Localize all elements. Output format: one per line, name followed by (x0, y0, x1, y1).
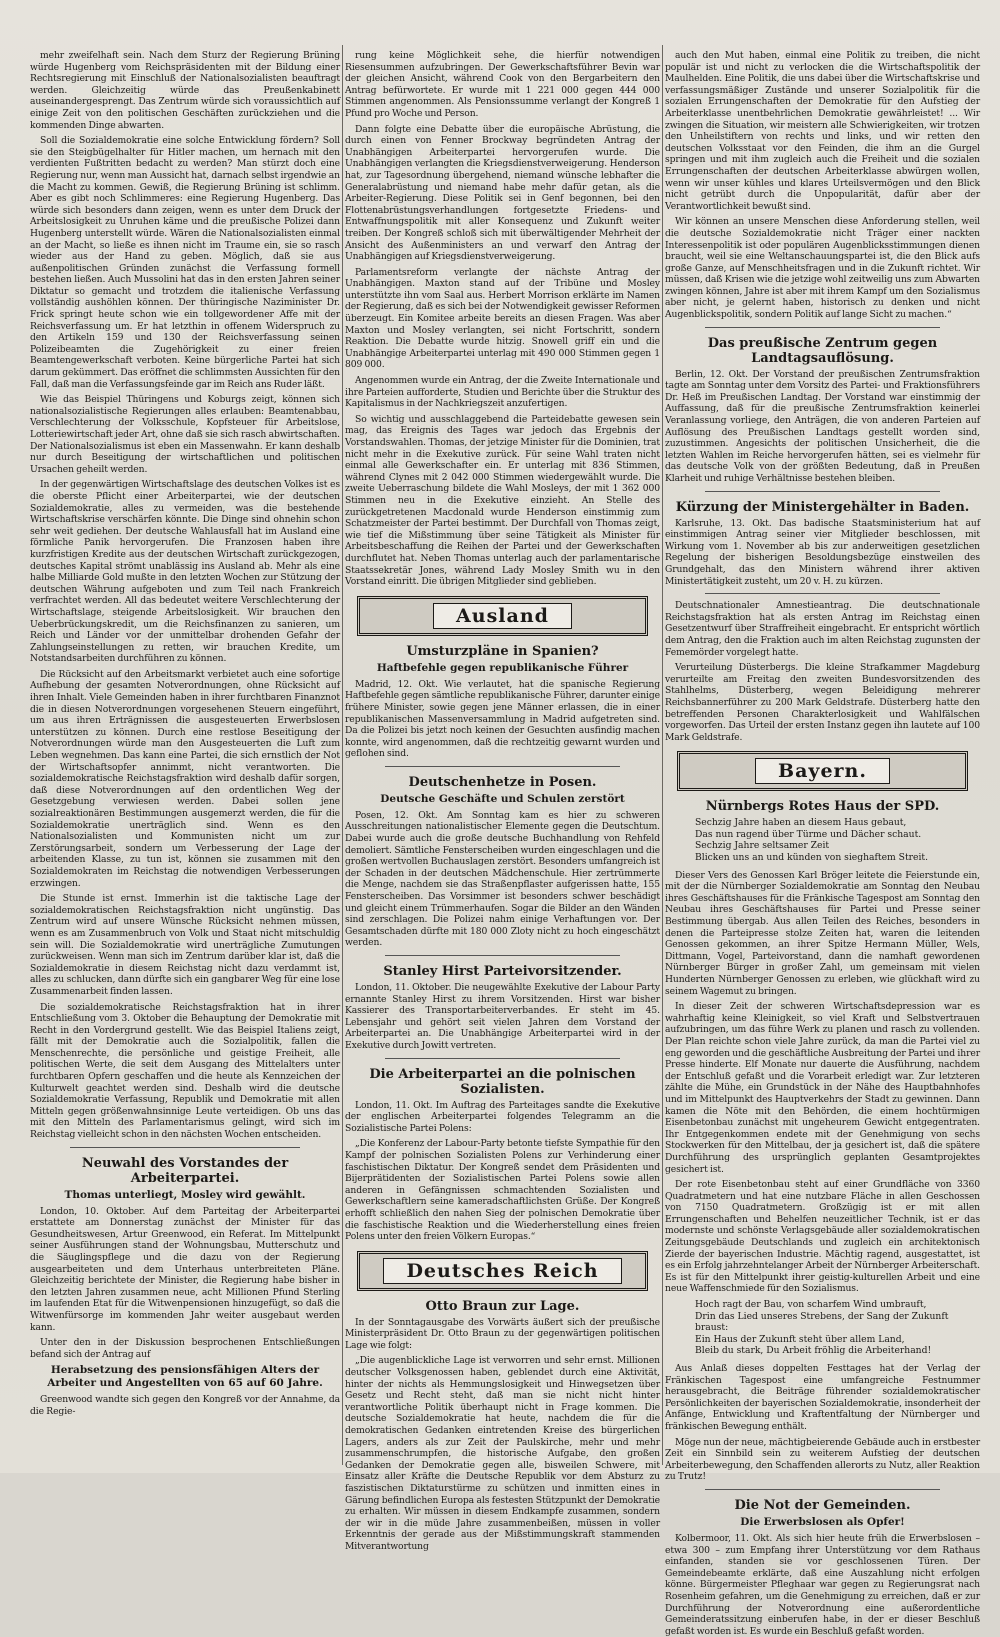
paragraph: mehr zweifelhaft sein. Nach dem Sturz der Regierung Brüning würde Hugenberg vom Reichspräsidenten mit der Bildung einer Rechtsregierung mit Einschluß der Nationalsozialisten beauftragt werden. Gleichzeitig würde das Preußenkabinett auseinandergesprengt. Das Zentrum würde sich voraussichtlich auf einige Zeit von den politischen Geschäften zurückziehen und die kommenden Dinge abwarten. (30, 50, 340, 131)
article-subheadline: Die Erwerbslosen als Opfer! (740, 1515, 905, 1528)
resolution-heading: Herabsetzung des pensionsfähigen Alters der Arbeiter und Angestellten von 65 auf 60 Jahre. (47, 1364, 323, 1390)
paragraph: Aus Anlaß dieses doppelten Festtages hat der Verlag der Fränkischen Tagespost eine umfangreiche Festnummer herausgebracht, die Beiträge führender sozialdemokratischer Persönlichkeiten der bayerischen Sozialdemokratie, insonderheit der Anfänge, Entwicklung und Kraftentfaltung der Nürnberger und fränkischen Bewegung enthält. (665, 1363, 980, 1432)
divider (705, 1489, 940, 1490)
article-headline: Die Not der Gemeinden. (734, 1497, 911, 1513)
verse-line: Sechzig Jahre haben an diesem Haus gebaut, (695, 817, 907, 829)
paragraph: Dann folgte eine Debatte über die europäische Abrüstung, die durch einen von Fenner Brockway begründeten Antrag der Unabhängigen Arbeiterpartei hervorgerufen wurde. Die Unabhängigen verlangten die Kriegsdienstverweigerung. Henderson hat, zur Tagesordnung übergehend, niemand wünsche lebhafter die Generalabrüstung und niemand habe mehr dafür getan, als die Arbeiter-Regierung. Diese Politik sei in Genf begonnen, bei den Flottenabrüstungsverhandlungen fortgesetzte Friedens- und Entwaffnungspolitik mit aller Konsequenz und Zukunft weiter treiben. Der Kongreß schloß sich mit überwältigender Mehrheit der Ansicht des Außenministers an und verwarf den Antrag der Unabhängigen auf Kriegsdienstverweigerung. (345, 123, 660, 263)
paragraph: Soll die Sozialdemokratie eine solche Entwicklung fördern? Soll sie den Steigbügelhalter für Hitler machen, um hernach mit den verdienten Fußtritten bedacht zu werden? Man stürzt doch eine Regierung nur, wenn man Aussicht hat, darnach selbst irgendwie an die Macht zu kommen. Gewiß, die Regierung Brüning ist schlimm. Aber es gibt noch Schlimmeres: eine Regierung Hugenberg. Das würde sich besonders dann zeigen, wenn es unter dem Druck der Arbeitslosigkeit zu Unruhen käme und die preußische Polizei dann Hugenberg unterstellt würde. Wären die Nationalsozialisten einmal an der Macht, so ließe es ihnen nicht im Traume ein, sie so rasch wieder aus der Hand zu geben. Möglich, daß sie aus außenpolitischen Gründen zunächst die Verfassung formell bestehen ließen. Auch Mussolini hat das in den ersten Jahren seiner Diktatur so gemacht und trotzdem die italienische Verfassung vollständig aushöhlen können. Der thüringische Naziminister Dr. Frick springt heute schon wie ein tollgewordener Affe mit der Reichsverfassung um. Er hat letzthin in offenem Widerspruch zu den Artikeln 159 und 130 der Reichsverfassung seinen Polizeibeamten die Zugehörigkeit zu einer freien Beamtengewerkschaft verboten. Keine bürgerliche Partei hat sich darum gekümmert. Das eröffnet die schlimmsten Aussichten für den Fall, daß man die Verfassungsfeinde gar im Reich ans Ruder läßt. (30, 135, 340, 390)
paragraph: Dieser Vers des Genossen Karl Bröger leitete die Feierstunde ein, mit der die Nürnberger Sozialdemokratie am Sonntag den Neubau ihres Geschäftshauses für die Fränkische Tagespost am Sonntag den Neubau ihres Geschäftshauses für Partei und Presse seiner Bestimmung übergab. Aus allen Teilen des Reiches, besonders in denen die Parteipresse stolze Zeiten hat, waren die leitenden Genossen gekommen, an ihrer Spitze Hermann Müller, Wels, Dittmann, Vogel, Parteivorstand, dann die namhaft gewordenen Nürnberger Bürger in großer Zahl, um gemeinsam mit vielen Hunderten Nürnberger Genossen zu erleben, wie glückhaft wird zu seinem Wagemut zu bringen. (665, 869, 980, 997)
divider (705, 593, 940, 594)
paragraph: Die Stunde ist ernst. Immerhin ist die taktische Lage der sozialdemokratischen Reichstagsfraktion nicht ungünstig. Das Zentrum wird auf unsere Wünsche Rücksicht nehmen müssen, wenn es am Zusammenbruch von Volk und Staat nicht mitschuldig sein will. Die Sozialdemokratie wird unerträgliche Zumutungen zurückweisen. Wenn man sich im Zentrum darüber klar ist, daß die Sozialdemokratie in diesem Reichstag nicht dazu verdammt ist, alles zu schlucken, dann dürfte sich ein gangbarer Weg für eine lose Zusammenarbeit finden lassen. (30, 893, 340, 997)
paragraph: Wie das Beispiel Thüringens und Koburgs zeigt, können sich nationalsozialistische Regierungen alles erlauben: Beamtenabbau, Verschlechterung der Volksschule, Kopfsteuer für Arbeitslose, Lotteriewirtschaft jeder Art, ohne daß sie sich rasch abwirtschaften. Der Nationalsozialismus ist eben ein Massenwahn. Er kann deshalb nur durch Beseitigung der wirtschaftlichen und politischen Ursachen geheilt werden. (30, 394, 340, 475)
verse (695, 1299, 980, 1357)
article-subheadline: Thomas unterliegt, Mosley wird gewählt. (64, 1188, 306, 1201)
verse-line: Bleib du stark, Du Arbeit fröhlig die Arbeiterhand! (695, 1345, 932, 1357)
paragraph: Posen, 12. Okt. Am Sonntag kam es hier zu schweren Ausschreitungen nationalistischer Elemente gegen die Deutschtum. Dabei wurde auch die große deutsche Buchhandlung von Rehfeld demoliert. Sämtliche Fensterscheiben wurden eingeschlagen und die großen wertvollen Buchauslagen zerstört. Besonders umfangreich ist der Schaden in der deutschen Mädchenschule. Hier zertrümmerte die Menge, nachdem sie das Straßenpflaster aufgerissen hatte, 155 Fensterscheiben. Das Vorsimmer ist besonders schwer beschädigt und gleicht einem Trümmerhaufen. Sogar die Bilder an den Wänden sind zerschlagen. Die Polizei nahm einige Verhaftungen vor. Der Gesamtschaden dürfte mit 180 000 Zloty nicht zu hoch eingeschätzt werden. (345, 809, 660, 949)
paragraph: „Die augenblickliche Lage ist verworren und sehr ernst. Millionen deutscher Volksgenossen haben, geblendet durch eine Aktivität, hinter der nichts als Hemmungslosigkeit und Hinwegsetzen über Gesetz und Recht steht, daß man sie nicht nicht hinter verantwortliche Politik überhaupt nicht in Frage kommen. Die deutsche Sozialdemokratie hat heute, nachdem die für die demokratischen Gedanken eintretenden Kreise des bürgerlichen Lagers, anders als zur Zeit der Paulskirche, mehr und mehr zusammenschrumpfen, die historische Aufgabe, den großen Gedanken der Demokratie gegen alle, bisweilen Schwere, mit Einsatz aller Kräfte die Deutsche Republik vor dem Absturz zu faszistischen Diktaturstürme zu schützen und inmitten eines in Gärung befindlichen Europa als festesten Stützpunkt der Demokratie zu erhalten. Wir müssen in diesem Endkampfe zusammen, sondern der wir in die müde Jahre zusammenbeißen, müssen in voller Erkenntnis der gerade aus der Mißstimmungskraft stammenden Mitverantwortung (345, 1355, 660, 1552)
paragraph: In der gegenwärtigen Wirtschaftslage des deutschen Volkes ist es die oberste Pflicht einer Arbeiterpartei, wie der deutschen Sozialdemokratie, alles zu vermeiden, was die bestehende Wirtschaftskrise verschärfen könnte. Die Dinge sind ohnehin schon sehr weit gediehen. Der deutsche Wahlausfall hat im Ausland eine förmliche Panik hervorgerufen. Die Franzosen haben ihre kurzfristigen Kredite aus der deutschen Wirtschaft zurückgezogen, deutsches Kapital strömt unablässig ins Ausland ab. Mehr als eine halbe Milliarde Gold mußte in den letzten Wochen zur Stützung der deutschen Währung aufgeboten und zum Teil nach Frankreich verfrachtet werden. All das bedeutet weitere Verschlechterung der Wirtschaftslage, steigende Arbeitslosigkeit. Wir brauchen den Ueberbrückungskredit, um die Reichsfinanzen zu sanieren, um Reich und Länder vor der unmittelbar drohenden Gefahr der Zahlungseinstellungen zu retten, wir brauchen Kredite, um Notstandsarbeiten durchführen zu können. (30, 479, 340, 665)
paragraph: rung keine Möglichkeit sehe, die hierfür notwendigen Riesensummen aufzubringen. Der Gewerkschaftsführer Bevin war der gleichen Ansicht, während Cook von den Bergarbeitern den Antrag befürwortete. Er wurde mit 1 221 000 gegen 444 000 Stimmen angenommen. Als Pensionssumme verlangt der Kongreß 1 Pfund pro Woche und Person. (345, 50, 660, 119)
article-headline: Die Arbeiterpartei an die polnischen Sozialisten. (369, 1066, 636, 1097)
paragraph: Deutschnationaler Amnestieantrag. Die deutschnationale Reichstagsfraktion hat als ersten Antrag im Reichstag einen Gesetzentwurf über Straffreiheit eingebracht. Er entspricht wörtlich dem Antrag, den die Fraktion auch im alten Reichstag zugunsten der Fememörder vorgelegt hatte. (665, 600, 980, 658)
paragraph: Kolbermoor, 11. Okt. Als sich hier heute früh die Erwerbslosen – etwa 300 – zum Empfang ihrer Unterstützung vor dem Rathaus einfanden, standen sie vor geschlossenen Türen. Der Gemeindebeamte erklärte, daß eine Auszahlung nicht erfolgen könne. Bürgermeister Pfleghaar war gegen zu Regierungsrat nach Rosenheim gefahren, um die Genehmigung zu erreichen, daß er zur Durchführung der Notverordnung eine außerordentliche Gemeinderatssitzung einberufen habe, in der er dieser Beschluß gefaßt worden ist. Es wurde ein Beschluß gefaßt worden. (665, 1532, 980, 1637)
article-headline: Stanley Hirst Parteivorsitzender. (383, 964, 622, 979)
article-headline: Umsturzpläne in Spanien? (406, 643, 599, 659)
verse-line: Hoch ragt der Bau, von scharfem Wind umbrauft, (695, 1299, 927, 1311)
article-headline: Neuwahl des Vorstandes der Arbeiterpartei. (81, 1155, 289, 1186)
divider (705, 491, 940, 492)
verse-line: Drin das Lied unseres Strebens, der Sang der Zukunft braust: (695, 1310, 949, 1334)
divider (385, 766, 620, 767)
verse-line: Blicken uns an und künden von sieghaftem Streit. (695, 852, 929, 864)
divider (705, 327, 940, 328)
divider (385, 1058, 620, 1059)
paragraph: Wir können an unsere Menschen diese Anforderung stellen, weil die deutsche Sozialdemokratie nicht Träger einer nackten Interessenpolitik ist oder populären Augenblicksstimmungen dienen braucht, weil sie eine Weltanschauungspartei ist, die den Blick aufs große Ganze, auf Menschheitsfragen und in die Zukunft richtet. Wir müssen, daß Krisen wie die jetzige wohl zeitweilig uns zum Abwarten zwingen können, Jahre ist aber mit ihrem Kampf um den Sozialismus aber nicht, je gelernt haben, historisch zu denken und nicht Augenblickspolitik, sondern Politik auf lange Sicht zu machen.“ (665, 216, 980, 321)
article-subheadline: Deutsche Geschäfte und Schulen zerstört (380, 792, 625, 805)
divider (385, 955, 620, 956)
paragraph: London, 11. Okt. Im Auftrag des Parteitages sandte die Exekutive der englischen Arbeiterpartei folgendes Telegramm an die Sozialistische Partei Polens: (345, 1099, 660, 1134)
paragraph: Madrid, 12. Okt. Wie verlautet, hat die spanische Regierung Haftbefehle gegen sämtliche republikanische Führer, darunter einige frühere Minister, sowie gegen jene Männer erlassen, die in einer republikanischen Massenversammlung in Madrid aufgetreten sind. Da die Polizei bis jetzt noch keinen der Gesuchten ausfindig machen konnte, wird angenommen, daß die rechtzeitig gewarnt wurden und geflohen sind. (345, 678, 660, 760)
paragraph: Berlin, 12. Okt. Der Vorstand der preußischen Zentrumsfraktion tagte am Sonntag unter dem Vorsitz des Partei- und Fraktionsführers Dr. Heß im Preußischen Landtag. Der Vorstand war einstimmig der Auffassung, daß für die preußische Zentrumsfraktion keinerlei Veranlassung vorliege, den Anträgen, die von anderen Parteien auf Auflösung des Preußischen Landtags gestellt worden sind, zuzustimmen. Angesichts der politischen Unsicherheit, die die letzten Wahlen im Reiche hervorgerufen hätten, sei es vielmehr für das deutsche Volk von der größten Bedeutung, daß in Preußen Klarheit und ruhige Verhältnisse bestehen bleiben. (665, 368, 980, 484)
article-headline: Deutschenhetze in Posen. (408, 774, 597, 790)
paragraph: Unter den in der Diskussion besprochenen Entschließungen befand sich der Antrag auf (30, 1337, 340, 1360)
paragraph: Möge nun der neue, mächtigbeierende Gebäude auch in erstbester Zeit ein Sinnbild sein zu weiterem Aufstieg der deutschen Arbeiterbewegung, den Schaffenden allerorts zu Nutz, aller Reaktion zu Trutz! (665, 1436, 980, 1483)
verse-line: Das nun ragend über Türme und Dächer schaut. (695, 828, 922, 840)
section-banner-bayern (677, 751, 968, 791)
article-headline: Nürnbergs Rotes Haus der SPD. (705, 799, 940, 815)
paragraph: In dieser Zeit der schweren Wirtschaftsdepression war es wahrhaftig keine Kleinigkeit, so viel Kraft und Selbstvertrauen aufzubringen, um das führe Werk zu planen und rasch zu vollenden. Der Plan reichte schon viele Jahre zurück, da man die Partei viel zu eng geworden und die geschäftliche Ausbreitung der Partei und ihrer Presse hinderte. Elf Monate nur dauerte die Ausführung, nachdem der Entschluß gefaßt und die Vorarbeit erledigt war. Zur letzteren zählte die Mühe, ein Grundstück in der Nähe des Hauptbahnhofes und im Mittelpunkt des Hauptverkehrs der Stadt zu gewinnen. Dann kamen die Nöte mit den Behörden, die einem hochtürmigen Eisenbetonbau zunächst mit ungeheurem Gewicht entgegentraten. Ihr Entgegenkommen endete mit der Genehmigung von sechs Stockwerken für den Mittelbau, der ja gesichert ist, daß die spätere Durchführung des ursprünglich geplanten Gesamtprojektes gesichert ist. (665, 1001, 980, 1175)
paragraph: London, 10. Oktober. Auf dem Parteitag der Arbeiterpartei erstattete am Donnerstag zunächst der Minister für das Gesundheitswesen, Artur Greenwood, ein Referat. Im Mittelpunkt seiner Ausführungen stand der Wohnungsbau, Mutterschutz und die Säuglingspflege und die dazu von der Regierung ausgearbeiteten und dem Unterhaus unterbreiteten Pläne. Gleichzeitig berichtete der Minister, die Regierung habe bisher in den letzten Jahren zusammen neue, acht Millionen Pfund Sterling im laufenden Etat für die Witwenpensionen hinzugefügt, so daß die Witwenfürsorge im kommenden Jahr weiter ausgebaut werden kann. (30, 1205, 340, 1333)
article-headline: Kürzung der Ministergehälter in Baden. (675, 499, 970, 515)
paragraph: „Die Konferenz der Labour-Party betonte tiefste Sympathie für den Kampf der polnischen Sozialisten Polens zur Verhinderung einer faschistischen Diktatur. Der Kongreß sendet dem Präsidenten und Bijerprätidenten der Sozialistischen Partei Polens sowie allen anderen in Gefängnissen schmachtenden Sozialisten und Gewerkschaftlern seine kameradschaftlichsten Grüße. Der Kongreß erhofft schließlich den nahen Sieg der polnischen Demokratie über die faschistische Reaktion und die Wiederherstellung eines freien Polens unter den freien Völkern Europas.“ (345, 1138, 660, 1243)
paragraph: Die Rücksicht auf den Arbeitsmarkt verbietet auch eine sofortige Aufhebung der gesamten Notverordnungen, ohne Rücksicht auf ihren Inhalt. Viele Gemeinden haben in ihrer furchtbaren Finanznot die in diesen Notverordnungen vorgesehenen Steuern eingeführt, um aus ihren Erträgnissen die ausgesteuerten Erwerbslosen unterstützen zu können. Durch eine restlose Beseitigung der Notverordnungen würde man den Ausgesteuerten die Luft zum Leben wegnehmen. Das kann eine Partei, die sich ernstlich der Not der Wirtschaftsopfer annimmt, nicht verantworten. Die sozialdemokratische Reichstagsfraktion wird deshalb dafür sorgen, daß diese Notverordnungen auf den ordentlichen Weg der Gesetzgebung verwiesen werden. Dabei sollen jene sozialreaktionären Bestimmungen ausgemerzt werden, die für die Sozialdemokratie unerträglich sind. Wenn es den Nationalsozialisten und Kommunisten nicht um zur Zerstörungsarbeit, sondern um Verbesserung der Lage der arbeitenden Klasse, zu tun ist, können sie zusammen mit den Sozialdemokraten im Reichstag die notwendigen Verbesserungen erzwingen. (30, 668, 340, 889)
article-headline: Otto Braun zur Lage. (425, 1298, 580, 1314)
paragraph: Der rote Eisenbetonbau steht auf einer Grundfläche von 3360 Quadratmetern und hat eine nutzbare Fläche in allen Geschossen von 7150 Quadratmetern. Großzügig ist er mit allen Errungenschaften und Behelfen neuzeitlicher Technik, ist er das modernste und schönste Verlagsgebäude aller sozialdemokratischen Zeitungsgebäude Deutschlands und zugleich ein architektonisch Zierde der bayerischen Industrie. Mächtig ragend, ausgestattet, ist es ein Erfolg jahrzehntelanger Arbeit der Nürnberger Arbeiterschaft. Es ist für den Mittelpunkt ihrer geistig-kulturellen Arbeit und eine neue Waffenschmiede für den Sozialismus. (665, 1179, 980, 1295)
paragraph: auch den Mut haben, einmal eine Politik zu treiben, die nicht populär ist und nicht zu verlocken die die Wirtschaftspolitik der Maulhelden. Eine Politik, die uns dabei über die Wirtschaftskrise und verfassungsmäßiger Zustände und unserer Sozialpolitik für die sozialen Errungenschaften der Demokratie für den Aufstieg der Arbeiterklasse unentbehrlichen Demokratie gewährleistet! ... Wir zwingen die Situation, wir meistern alle Schwierigkeiten, wir trotzen den Unheilstiftern von rechts und links, und wir retten den deutschen Volksstaat vor den Feinden, die ihm an die Gurgel springen und mit ihm zugleich auch die Freiheit und die sozialen Errungenschaften der deutschen Arbeiterklasse abwürgen wollen, wenn wir unser kühles und klares Urteilsvermögen und den Blick nicht getrübt durch die Unpopularität, dafür aber der Verantwortlichkeit bewußt sind. (665, 50, 980, 212)
paragraph: Karlsruhe, 13. Okt. Das badische Staatsministerium hat auf einstimmigen Antrag seiner vier Mitglieder beschlossen, mit Wirkung vom 1. November ab bis zur anderweitigen gesetzlichen Regelung der bisherigen Besoldungsbezüge einstweilen des Grundgehalt, das den Ministern während ihrer aktiven Ministertätigkeit zusteht, um 20 v. H. zu kürzen. (665, 517, 980, 587)
divider (70, 1147, 300, 1148)
paragraph: Angenommen wurde ein Antrag, der die Zweite Internationale und ihre Parteien aufforderte, Studien und Berichte über die Struktur des Kapitalismus in der Nachkriegszeit anzufertigen. (345, 375, 660, 410)
paragraph: Greenwood wandte sich gegen den Kongreß vor der Annahme, da die Regie- (30, 1394, 340, 1417)
column-2 (345, 50, 660, 1552)
column-rule (342, 45, 343, 1465)
paragraph: In der Sonntagausgabe des Vorwärts äußert sich der preußische Ministerpräsident Dr. Otto Braun zu der gegenwärtigen politischen Lage wie folgt: (345, 1316, 660, 1351)
section-title: Bayern. (755, 758, 890, 784)
column-rule (662, 45, 663, 1465)
paragraph: Verurteilung Düsterbergs. Die kleine Strafkammer Magdeburg verurteilte am Freitag den zweiten Bundesvorsitzenden des Stahlhelms, Düsterberg, wegen Beleidigung mehrerer Reichsbannerführer zu 200 Mark Geldstrafe. Düsterberg hatte den betreffenden Personen Charakterlosigkeit und Wahlfälschen vorgeworfen. Das Urteil der ersten Instanz gegen ihn lautete auf 100 Mark Geldstrafe. (665, 662, 980, 743)
section-title: Deutsches Reich (383, 1258, 621, 1284)
section-title: Ausland (433, 603, 572, 629)
article-headline: Das preußische Zentrum gegen Landtagsauflösung. (707, 335, 938, 366)
article-subheadline: Haftbefehle gegen republikanische Führer (376, 661, 629, 674)
verse-line: Sechzig Jahre seltsamer Zeit (695, 840, 830, 852)
paragraph: Die sozialdemokratische Reichstagsfraktion hat in ihrer Entschließung vom 3. Oktober die Behauptung der Demokratie mit Recht in den Vordergrund gestellt. Wie das Beispiel Italiens zeigt, fällt mit der Demokratie auch die Sozialpolitik, fallen die Menschenrechte, die persönliche und geistige Freiheit, alle politischen Werte, die seit dem Ausgang des Mittelalters unter furchtbaren Opfern geschaffen und die heute als Kennzeichen der Kulturwelt geachtet werden sind. Deshalb wird die deutsche Sozialdemokratie Verfassung, Republik und Demokratie mit allen Mitteln gegen größenwahnsinnige Leute verteidigen. Ob uns das mit den Mitteln des Parlamentarismus gelingt, wird sich im Reichstag vielleicht schon in den nächsten Wochen entscheiden. (30, 1001, 340, 1141)
paragraph: So wichtig und ausschlaggebend die Parteidebatte gewesen sein mag, das Ereignis des Tages war jedoch das Ergebnis der Vorstandswahlen. Thomas, der jetzige Minister für die Dominien, trat nicht mehr in die Exekutive zurück. Für seine Wahl traten nicht einmal alle Gewerkschafter ein. Er unterlag mit 836 Stimmen, während Clynes mit 2 042 000 Stimmen wiedergewählt wurde. Die zweite Ueberraschung bildete die Wahl Mosleys, der mit 1 362 000 Stimmen neu in die Exekutive einzieht. An Stelle des zurückgetretenen Macdonald wurde Henderson einstimmig zum Schatzmeister der Partei bestimmt. Der Durchfall von Thomas zeigt, wie tief die Mißstimmung über seine Tätigkeit als Minister für Arbeitsbeschaffung die Reihen der Partei und der Gewerkschaften durchflutet hat. Neben Thomas unterlag auch der parlamentarische Staatssekretär Jones, während Lady Mosley Smith wu in den Vorstand einritt. Die übrigen Mitglieder sind geblieben. (345, 413, 660, 588)
section-banner-ausland (357, 596, 648, 636)
paragraph: London, 11. Oktober. Die neugewählte Exekutive der Labour Party ernannte Stanley Hirst zu ihrem Vorsitzenden. Hirst war bisher Kassierer des Transportarbeiterverbandes. Er steht im 45. Lebensjahr und gehört seit vielen Jahren dem Vorstand der Arbeiterpartei an. Die Unabhängige Arbeiterpartei wird in der Exekutive durch Jowitt vertreten. (345, 982, 660, 1051)
verse (695, 817, 980, 863)
column-3 (665, 50, 980, 1637)
section-banner-deutsches-reich (357, 1251, 648, 1291)
column-1 (30, 50, 340, 1470)
paragraph: Parlamentsreform verlangte der nächste Antrag der Unabhängigen. Maxton stand auf der Tribüne und Mosley unterstützte ihn vom Saal aus. Herbert Morrison erklärte im Namen der Regierung, daß es sich bei der Notwendigkeit gewisser Reformen überzeugt. Ein Komitee arbeite bereits an diesen Fragen. Was aber Maxton und Mosley verlangten, sei nicht Fortschritt, sondern Reaktion. Die Debatte wurde hitzig. Snowell griff ein und die Unabhängige Arbeiterpartei unterlag mit 490 000 Stimmen gegen 1 809 000. (345, 266, 660, 371)
verse-line: Ein Haus der Zukunft steht über allem Land, (695, 1333, 905, 1345)
